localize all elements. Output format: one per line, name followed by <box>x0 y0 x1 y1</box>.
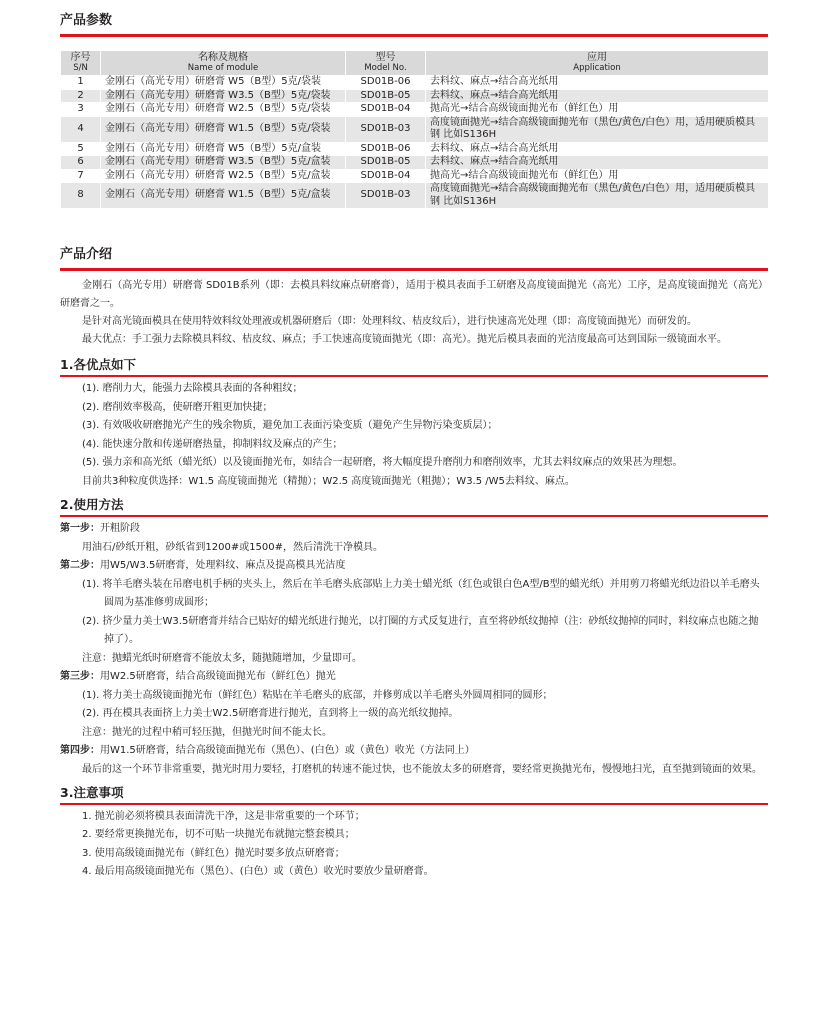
step-3-note: 注意：抛光的过程中稍可轻压抛，但抛光时间不能太长。 <box>82 726 332 738</box>
header-sn: 序号 S/N <box>61 51 101 76</box>
table-row <box>61 89 769 103</box>
step-1-text: 用油石/砂纸开粗，砂纸省到1200#或1500#，然后清洗干净模具。 <box>82 541 384 553</box>
cell-sn: 3 <box>61 103 101 117</box>
header-application: 应用 Application <box>426 51 769 76</box>
cell-application: 去料纹、麻点→结合高光纸用 <box>426 156 769 170</box>
step-2: 第二步：用W5/W3.5研磨膏，处理料纹、麻点及提高模具光洁度 <box>60 560 346 571</box>
section-title: 产品介绍 <box>60 247 113 262</box>
cell-application: 去料纹、麻点→结合高光纸用 <box>426 89 769 103</box>
subsection-title: 3.注意事项 <box>60 784 124 800</box>
list-item: (1). 磨削力大，能强力去除模具表面的各种粗纹； <box>82 383 303 394</box>
cell-sn: 1 <box>61 76 101 90</box>
cell-model: SD01B-04 <box>346 169 426 183</box>
cell-sn: 7 <box>61 169 101 183</box>
list-item: (5). 强力亲和高光纸（蜡光纸）以及镜面抛光布，如结合一起研磨，将大幅度提升磨削力和磨削效率，尤其去料纹麻点的效果甚为理想。 <box>82 457 683 468</box>
list-item: (2). 再在模具表面挤上力美士W2.5研磨膏进行抛光，直到将上一级的高光纸纹抛掉。 <box>82 708 459 719</box>
cell-name: 金刚石（高光专用）研磨膏 W2.5（B型）5克/盒装 <box>101 169 346 183</box>
cell-model: SD01B-03 <box>346 116 426 142</box>
cell-model: SD01B-06 <box>346 142 426 156</box>
params-table-wrap <box>60 50 769 209</box>
step-2-note: 注意：抛蜡光纸时研磨膏不能放太多，随抛随增加，少量即可。 <box>82 652 362 664</box>
list-item: (2). 挤少量力美士W3.5研磨膏并结合已贴好的蜡光纸进行抛光，以打圈的方式反复进行，直至将砂纸纹抛掉（注：砂纸纹抛掉的同时，料纹麻点也随之抛掉了）。 <box>82 615 759 645</box>
step-4: 第四步：用W1.5研磨膏，结合高级镜面抛光布（黑色）、(白色）或（黄色）收光（方法同上） <box>60 745 475 756</box>
section-product-params <box>60 12 768 37</box>
cell-sn: 8 <box>61 183 101 209</box>
cell-model: SD01B-06 <box>346 76 426 90</box>
cell-name: 金刚石（高光专用）研磨膏 W5（B型）5克/盒装 <box>101 142 346 156</box>
subsection-title: 2.使用方法 <box>60 497 124 512</box>
cell-application: 去料纹、麻点→结合高光纸用 <box>426 142 769 156</box>
cell-sn: 6 <box>61 156 101 170</box>
table-row <box>61 116 769 142</box>
cell-application: 高度镜面抛光→结合高级镜面抛光布（黑色/黄色/白色）用，适用硬质模具钢 比如S136H <box>426 183 769 209</box>
table-row <box>61 183 769 209</box>
cell-sn: 2 <box>61 89 101 103</box>
header-model: 型号 Model No. <box>346 51 426 76</box>
header-name: 名称及规格 Name of module <box>101 51 346 76</box>
cell-application: 去料纹、麻点→结合高光纸用 <box>426 76 769 90</box>
cell-application: 抛高光→结合高级镜面抛光布（鲜红色）用 <box>426 169 769 183</box>
list-item: (1). 将力美士高级镜面抛光布（鲜红色）粘贴在羊毛磨头的底部，并修剪成以羊毛磨头外圆周相同的圆形； <box>82 689 553 701</box>
intro-paragraph: 是针对高光镜面模具在使用特效料纹处理液或机器研磨后（即：处理料纹、桔皮纹后），进行快速高光处理（即：高度镜面抛光）而研发的。 <box>82 316 697 327</box>
list-item: (4). 能快速分散和传递研磨热量，抑制料纹及麻点的产生； <box>82 438 343 450</box>
intro-paragraph: 最大优点：手工强力去除模具料纹、桔皮纹、麻点；手工快速高度镜面抛光（即：高光）。抛光后模具表面的光洁度最高可达到国际一级镜面水平。 <box>82 334 727 345</box>
table-row <box>61 156 769 170</box>
cell-sn: 4 <box>61 116 101 142</box>
cell-name: 金刚石（高光专用）研磨膏 W3.5（B型）5克/盒装 <box>101 156 346 170</box>
cell-name: 金刚石（高光专用）研磨膏 W1.5（B型）5克/盒装 <box>101 183 346 209</box>
cell-model: SD01B-03 <box>346 183 426 209</box>
cell-application: 高度镜面抛光→结合高级镜面抛光布（黑色/黄色/白色）用，适用硬质模具钢 比如S136H <box>426 116 769 142</box>
table-row <box>61 76 769 90</box>
list-item: (3). 有效吸收研磨抛光产生的残余物质，避免加工表面污染变质（避免产生异物污染变质层）； <box>82 420 498 431</box>
list-item: 4. 最后用高级镜面抛光布（黑色）、(白色）或（黄色）收光时要放少量研磨膏。 <box>82 866 434 877</box>
table-row <box>61 169 769 183</box>
list-item: (2). 磨削效率极高，使研磨开粗更加快捷； <box>82 401 273 413</box>
params-table <box>60 50 769 209</box>
section-title: 产品参数 <box>60 13 113 28</box>
subsection-title: 1.各优点如下 <box>60 357 136 372</box>
section-product-intro <box>60 246 768 882</box>
cell-model: SD01B-04 <box>346 103 426 117</box>
intro-paragraph: 金刚石（高光专用）研磨膏 SD01B系列（即：去模具料纹麻点研磨膏），适用于模具表面手工研磨及高度镜面抛光（高光）工序，是高度镜面抛光（高光）研磨膏之一。 <box>60 280 768 309</box>
cell-sn: 5 <box>61 142 101 156</box>
cell-name: 金刚石（高光专用）研磨膏 W2.5（B型）5克/袋装 <box>101 103 346 117</box>
table-row <box>61 103 769 117</box>
table-header-row <box>61 51 769 76</box>
cell-name: 金刚石（高光专用）研磨膏 W1.5（B型）5克/袋装 <box>101 116 346 142</box>
title-underline <box>60 34 768 37</box>
grit-note: 目前共3种粒度供选择：W1.5 高度镜面抛光（精抛）；W2.5 高度镜面抛光（粗抛）；W3.5 /W5去料纹、麻点。 <box>82 475 575 487</box>
cell-application: 抛高光→结合高级镜面抛光布（鲜红色）用 <box>426 103 769 117</box>
list-item: (1). 将羊毛磨头装在吊磨电机手柄的夹头上，然后在羊毛磨头底部贴上力美士蜡光纸（红色或银白色A型/B型的蜡光纸）并用剪刀将蜡光纸边沿以羊毛磨头圆周为基准修剪成圆形； <box>82 578 760 608</box>
list-item: 1. 抛光前必须将模具表面清洗干净，这是非常重要的一个环节； <box>82 810 365 822</box>
cell-name: 金刚石（高光专用）研磨膏 W5（B型）5克/袋装 <box>101 76 346 90</box>
list-item: 3. 使用高级镜面抛光布（鲜红色）抛光时要多放点研磨膏； <box>82 847 345 859</box>
cell-model: SD01B-05 <box>346 89 426 103</box>
step-3: 第三步：用W2.5研磨膏，结合高级镜面抛光布（鲜红色）抛光 <box>60 671 336 682</box>
cell-name: 金刚石（高光专用）研磨膏 W3.5（B型）5克/袋装 <box>101 89 346 103</box>
cell-model: SD01B-05 <box>346 156 426 170</box>
table-row <box>61 142 769 156</box>
list-item: 2. 要经常更换抛光布，切不可贴一块抛光布就抛完整套模具； <box>82 829 355 840</box>
step-1: 第一步：开粗阶段 <box>60 523 140 534</box>
step-4-text: 最后的这一个环节非常重要，抛光时用力要轻，打磨机的转速不能过快，也不能放太多的研磨膏，要经常更换抛光布，慢慢地扫光，直至抛到镜面的效果。 <box>82 763 762 775</box>
